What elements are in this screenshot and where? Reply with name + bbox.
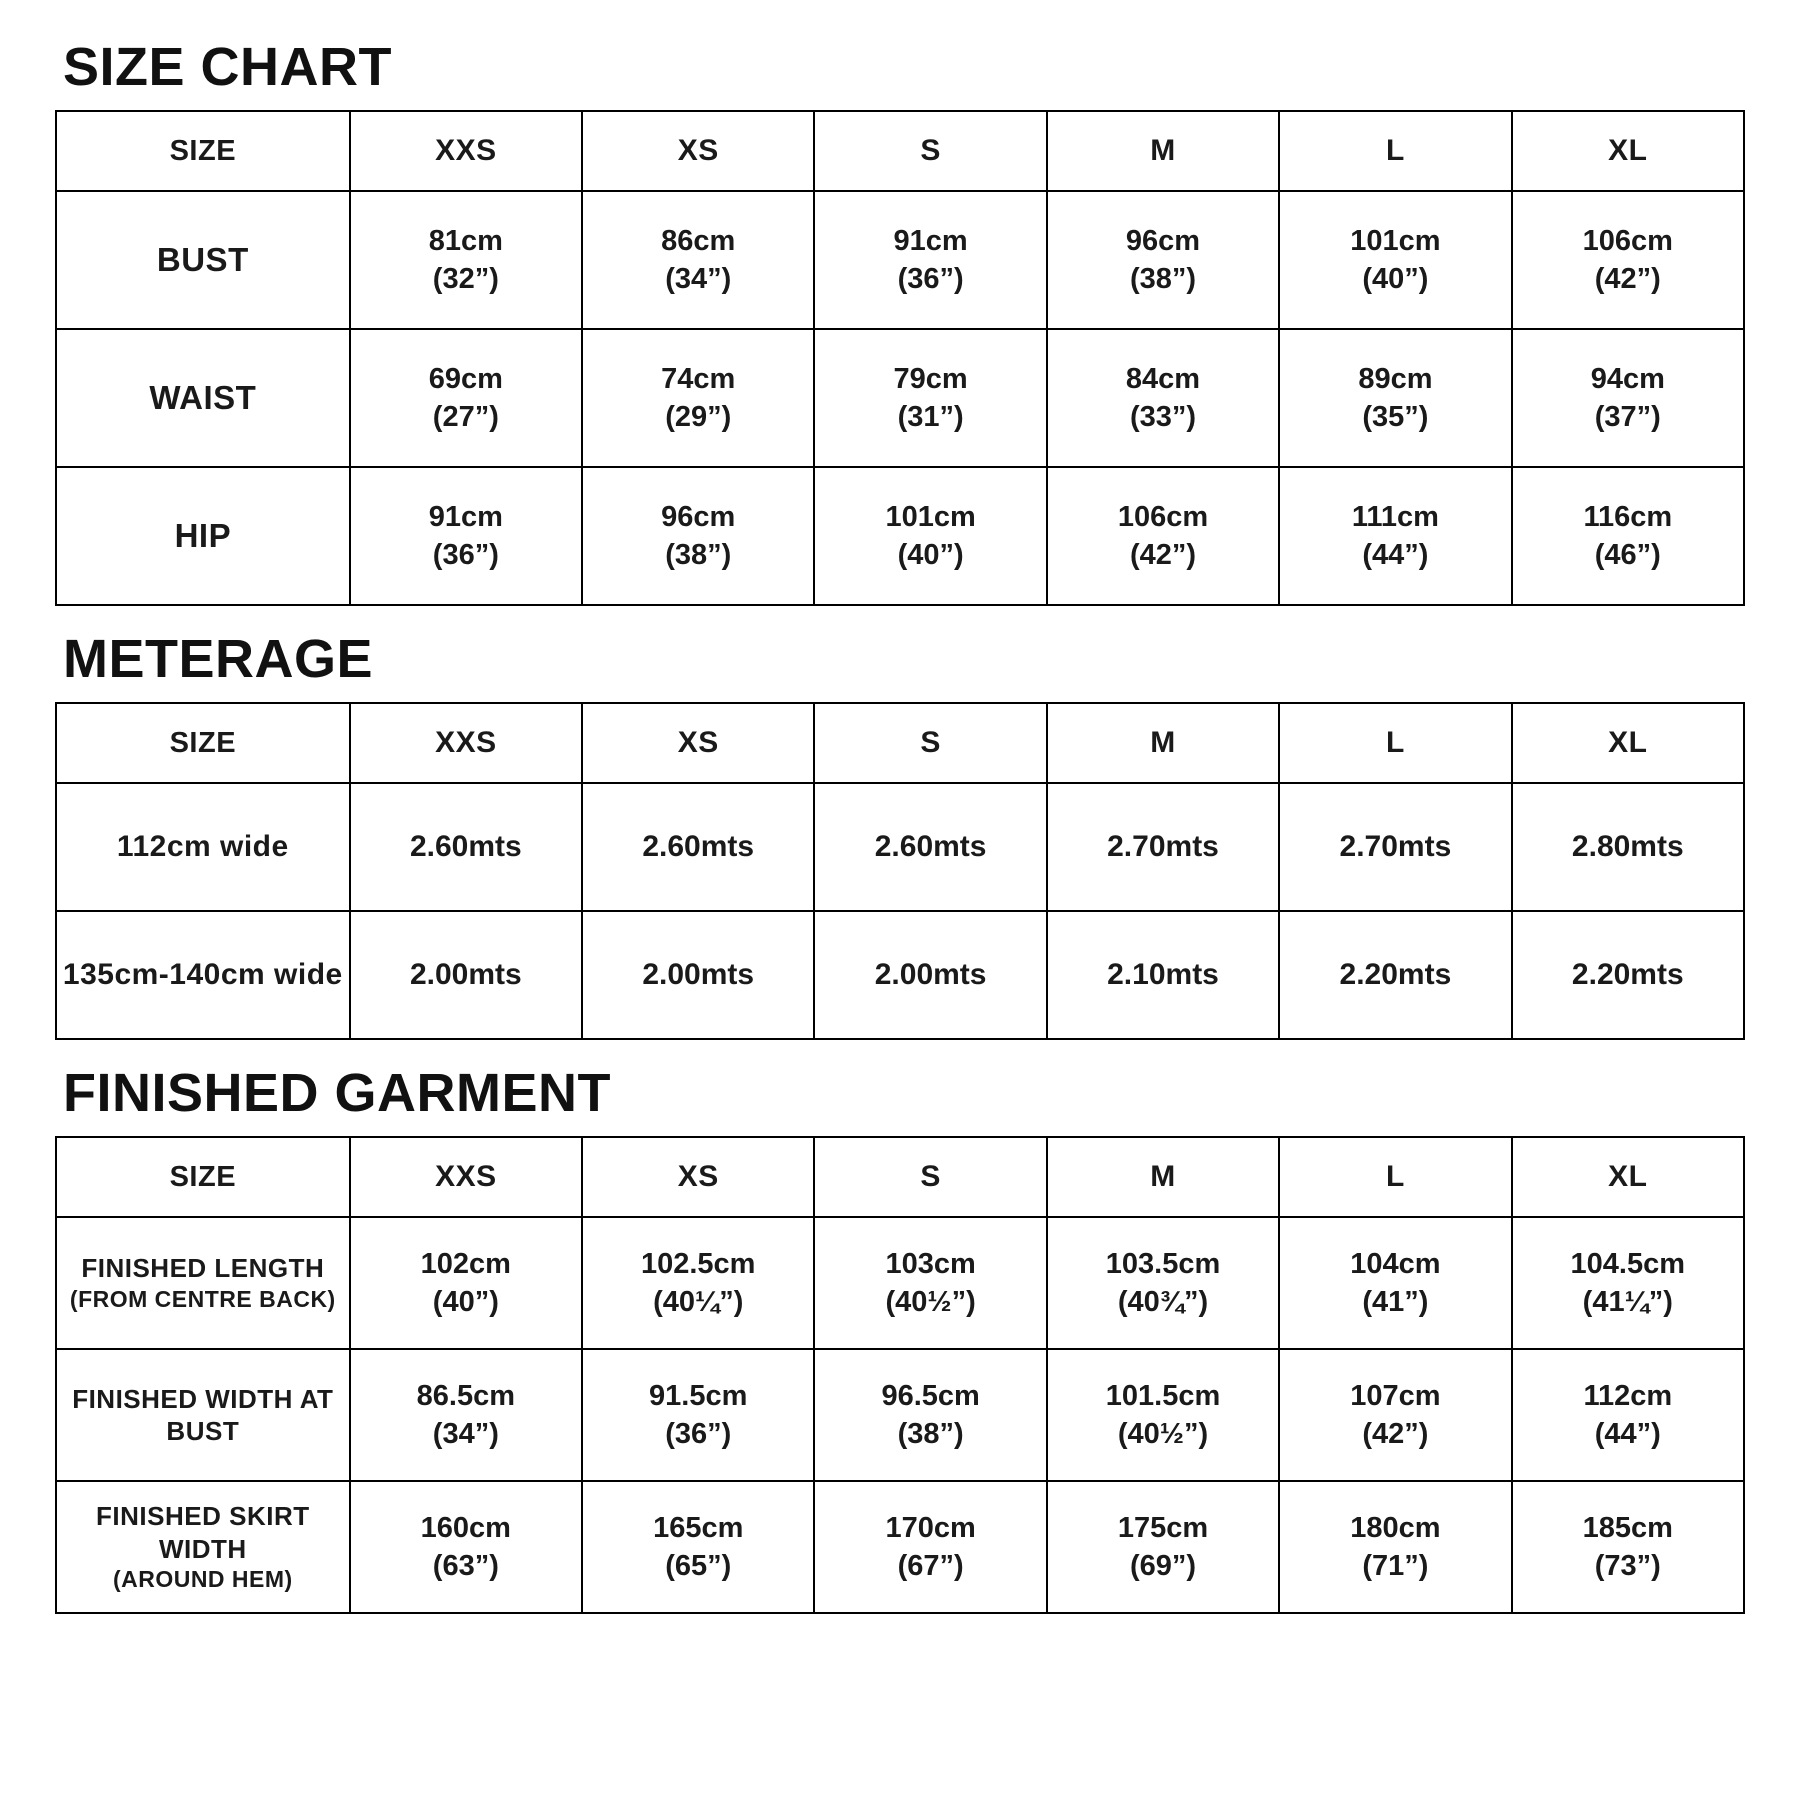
cell-subvalue: (38”) <box>665 539 732 571</box>
row-label-main: FINISHED LENGTH <box>81 1253 325 1284</box>
cell-112cm-m: 2.70mts <box>1047 783 1279 911</box>
cell-bust-xxs <box>350 191 582 329</box>
table-row <box>56 329 1744 467</box>
column-header-s: S <box>814 1137 1046 1217</box>
cell-subvalue: (42”) <box>1362 1418 1429 1450</box>
cell-value: 175cm <box>1117 1511 1209 1544</box>
cell-subvalue: (40”) <box>432 1286 499 1318</box>
section-size-chart <box>55 37 1745 606</box>
cell-waist-xs <box>582 329 814 467</box>
cell-bust-s <box>814 191 1046 329</box>
cell-waist-s <box>814 329 1046 467</box>
cell-subvalue: (44”) <box>1594 1418 1661 1450</box>
cell-hip-xxs <box>350 467 582 605</box>
cell-subvalue: (32”) <box>432 263 499 295</box>
column-header-s: S <box>814 703 1046 783</box>
column-header-m: M <box>1047 111 1279 191</box>
cell-subvalue: (41”) <box>1362 1286 1429 1318</box>
cell-135cm-xxs: 2.00mts <box>350 911 582 1039</box>
row-label-finished-width-at-bust: FINISHED WIDTH AT BUST <box>56 1349 350 1481</box>
column-header-s: S <box>814 111 1046 191</box>
cell-value: 74cm <box>661 362 736 395</box>
cell-width-l <box>1279 1349 1511 1481</box>
row-label-135cm-140cm-wide: 135cm-140cm wide <box>56 911 350 1039</box>
cell-subvalue: (40½”) <box>1117 1418 1209 1450</box>
cell-subvalue: (40¼”) <box>653 1286 744 1318</box>
cell-value: 170cm <box>885 1511 976 1544</box>
cell-subvalue: (41¼”) <box>1582 1286 1673 1318</box>
cell-waist-xl <box>1512 329 1744 467</box>
cell-length-xl <box>1512 1217 1744 1349</box>
cell-subvalue: (42”) <box>1594 263 1661 295</box>
cell-value: 91cm <box>893 224 968 257</box>
cell-width-xl <box>1512 1349 1744 1481</box>
finished-garment-table <box>55 1136 1745 1614</box>
cell-subvalue: (36”) <box>665 1418 732 1450</box>
cell-subvalue: (33”) <box>1129 401 1197 433</box>
cell-value: 79cm <box>893 362 968 395</box>
cell-bust-m <box>1047 191 1279 329</box>
cell-hip-xs <box>582 467 814 605</box>
table-row <box>56 1481 1744 1613</box>
cell-width-xs <box>582 1349 814 1481</box>
cell-subvalue: (67”) <box>897 1550 964 1582</box>
row-label-finished-length <box>56 1217 350 1349</box>
cell-subvalue: (34”) <box>665 263 732 295</box>
cell-subvalue: (69”) <box>1129 1550 1197 1582</box>
row-label-hip: HIP <box>56 467 350 605</box>
cell-subvalue: (44”) <box>1362 539 1429 571</box>
column-header-xl: XL <box>1512 703 1744 783</box>
cell-skirt-s <box>814 1481 1046 1613</box>
cell-length-xxs <box>350 1217 582 1349</box>
cell-value: 69cm <box>428 362 503 395</box>
cell-value: 104.5cm <box>1570 1247 1686 1280</box>
cell-subvalue: (63”) <box>432 1550 499 1582</box>
cell-value: 84cm <box>1125 362 1201 395</box>
cell-135cm-m: 2.10mts <box>1047 911 1279 1039</box>
cell-subvalue: (71”) <box>1362 1550 1429 1582</box>
cell-skirt-xl <box>1512 1481 1744 1613</box>
cell-value: 86.5cm <box>416 1379 516 1412</box>
section-finished-garment <box>55 1063 1745 1614</box>
cell-subvalue: (65”) <box>665 1550 732 1582</box>
column-header-xs: XS <box>582 703 814 783</box>
size-chart-table <box>55 110 1745 606</box>
cell-subvalue: (27”) <box>432 401 499 433</box>
cell-112cm-l: 2.70mts <box>1279 783 1511 911</box>
cell-length-m <box>1047 1217 1279 1349</box>
cell-value: 81cm <box>428 224 503 257</box>
column-header-xxs: XXS <box>350 1137 582 1217</box>
column-header-size: SIZE <box>56 111 350 191</box>
cell-subvalue: (40½”) <box>885 1286 976 1318</box>
cell-subvalue: (35”) <box>1362 401 1429 433</box>
cell-value: 103cm <box>885 1247 976 1280</box>
cell-subvalue: (73”) <box>1594 1550 1661 1582</box>
cell-subvalue: (38”) <box>1129 263 1197 295</box>
section-meterage <box>55 629 1745 1040</box>
cell-value: 104cm <box>1350 1247 1441 1280</box>
cell-bust-xs <box>582 191 814 329</box>
cell-hip-xl <box>1512 467 1744 605</box>
cell-value: 160cm <box>420 1511 511 1544</box>
cell-width-s <box>814 1349 1046 1481</box>
cell-value: 101.5cm <box>1105 1379 1221 1412</box>
section-title-meterage: METERAGE <box>63 629 374 689</box>
cell-hip-m <box>1047 467 1279 605</box>
cell-value: 89cm <box>1358 362 1433 395</box>
row-label-bust: BUST <box>56 191 350 329</box>
cell-subvalue: (40”) <box>1362 263 1429 295</box>
cell-waist-m <box>1047 329 1279 467</box>
cell-subvalue: (36”) <box>897 263 964 295</box>
cell-bust-l <box>1279 191 1511 329</box>
column-header-xs: XS <box>582 1137 814 1217</box>
column-header-l: L <box>1279 1137 1511 1217</box>
column-header-xxs: XXS <box>350 111 582 191</box>
table-row <box>56 1217 1744 1349</box>
column-header-l: L <box>1279 703 1511 783</box>
row-label-note: (FROM CENTRE BACK) <box>69 1285 336 1312</box>
cell-length-xs <box>582 1217 814 1349</box>
cell-value: 180cm <box>1350 1511 1441 1544</box>
cell-skirt-xxs <box>350 1481 582 1613</box>
column-header-size: SIZE <box>56 1137 350 1217</box>
cell-subvalue: (37”) <box>1594 401 1661 433</box>
column-header-xl: XL <box>1512 111 1744 191</box>
cell-subvalue: (46”) <box>1594 539 1661 571</box>
row-label-note: (AROUND HEM) <box>112 1566 293 1593</box>
cell-value: 185cm <box>1582 1511 1673 1544</box>
cell-112cm-xs: 2.60mts <box>582 783 814 911</box>
cell-value: 107cm <box>1350 1379 1441 1412</box>
cell-value: 101cm <box>1350 224 1441 257</box>
cell-value: 91cm <box>428 500 503 533</box>
cell-value: 106cm <box>1582 224 1673 257</box>
table-header-row <box>56 111 1744 191</box>
cell-length-l <box>1279 1217 1511 1349</box>
table-header-row <box>56 703 1744 783</box>
cell-value: 101cm <box>885 500 976 533</box>
cell-subvalue: (40”) <box>897 539 964 571</box>
cell-value: 94cm <box>1590 362 1665 395</box>
cell-value: 106cm <box>1117 500 1209 533</box>
cell-value: 103.5cm <box>1105 1247 1221 1280</box>
cell-value: 102cm <box>420 1247 511 1280</box>
cell-subvalue: (38”) <box>897 1418 964 1450</box>
row-label-waist: WAIST <box>56 329 350 467</box>
page-title: SIZE CHART <box>63 37 392 97</box>
column-header-xs: XS <box>582 111 814 191</box>
cell-value: 111cm <box>1351 500 1439 533</box>
cell-112cm-xl: 2.80mts <box>1512 783 1744 911</box>
column-header-xxs: XXS <box>350 703 582 783</box>
cell-width-m <box>1047 1349 1279 1481</box>
section-title-finished-garment: FINISHED GARMENT <box>63 1063 611 1123</box>
table-row <box>56 783 1744 911</box>
table-row <box>56 1349 1744 1481</box>
cell-width-xxs <box>350 1349 582 1481</box>
cell-length-s <box>814 1217 1046 1349</box>
cell-value: 96cm <box>661 500 736 533</box>
column-header-xl: XL <box>1512 1137 1744 1217</box>
cell-skirt-m <box>1047 1481 1279 1613</box>
cell-subvalue: (36”) <box>432 539 499 571</box>
table-row <box>56 467 1744 605</box>
cell-subvalue: (42”) <box>1129 539 1197 571</box>
cell-112cm-s: 2.60mts <box>814 783 1046 911</box>
meterage-table <box>55 702 1745 1040</box>
cell-135cm-xl: 2.20mts <box>1512 911 1744 1039</box>
cell-subvalue: (29”) <box>665 401 732 433</box>
cell-waist-xxs <box>350 329 582 467</box>
column-header-m: M <box>1047 1137 1279 1217</box>
cell-bust-xl <box>1512 191 1744 329</box>
column-header-size: SIZE <box>56 703 350 783</box>
cell-value: 96cm <box>1125 224 1201 257</box>
cell-hip-l <box>1279 467 1511 605</box>
cell-value: 102.5cm <box>640 1247 756 1280</box>
cell-135cm-xs: 2.00mts <box>582 911 814 1039</box>
table-row <box>56 911 1744 1039</box>
cell-value: 116cm <box>1583 500 1673 533</box>
cell-value: 112cm <box>1583 1379 1673 1412</box>
table-header-row <box>56 1137 1744 1217</box>
cell-skirt-xs <box>582 1481 814 1613</box>
cell-value: 86cm <box>661 224 736 257</box>
cell-135cm-l: 2.20mts <box>1279 911 1511 1039</box>
cell-112cm-xxs: 2.60mts <box>350 783 582 911</box>
column-header-l: L <box>1279 111 1511 191</box>
column-header-m: M <box>1047 703 1279 783</box>
cell-subvalue: (40¾”) <box>1117 1286 1209 1318</box>
cell-skirt-l <box>1279 1481 1511 1613</box>
cell-value: 165cm <box>653 1511 744 1544</box>
row-label-main: FINISHED SKIRT WIDTH <box>96 1501 310 1564</box>
table-row <box>56 191 1744 329</box>
cell-135cm-s: 2.00mts <box>814 911 1046 1039</box>
cell-value: 91.5cm <box>649 1379 748 1412</box>
cell-subvalue: (34”) <box>432 1418 499 1450</box>
cell-subvalue: (31”) <box>897 401 964 433</box>
row-label-112cm-wide: 112cm wide <box>56 783 350 911</box>
cell-hip-s <box>814 467 1046 605</box>
cell-value: 96.5cm <box>881 1379 980 1412</box>
row-label-finished-skirt-width <box>56 1481 350 1613</box>
cell-waist-l <box>1279 329 1511 467</box>
